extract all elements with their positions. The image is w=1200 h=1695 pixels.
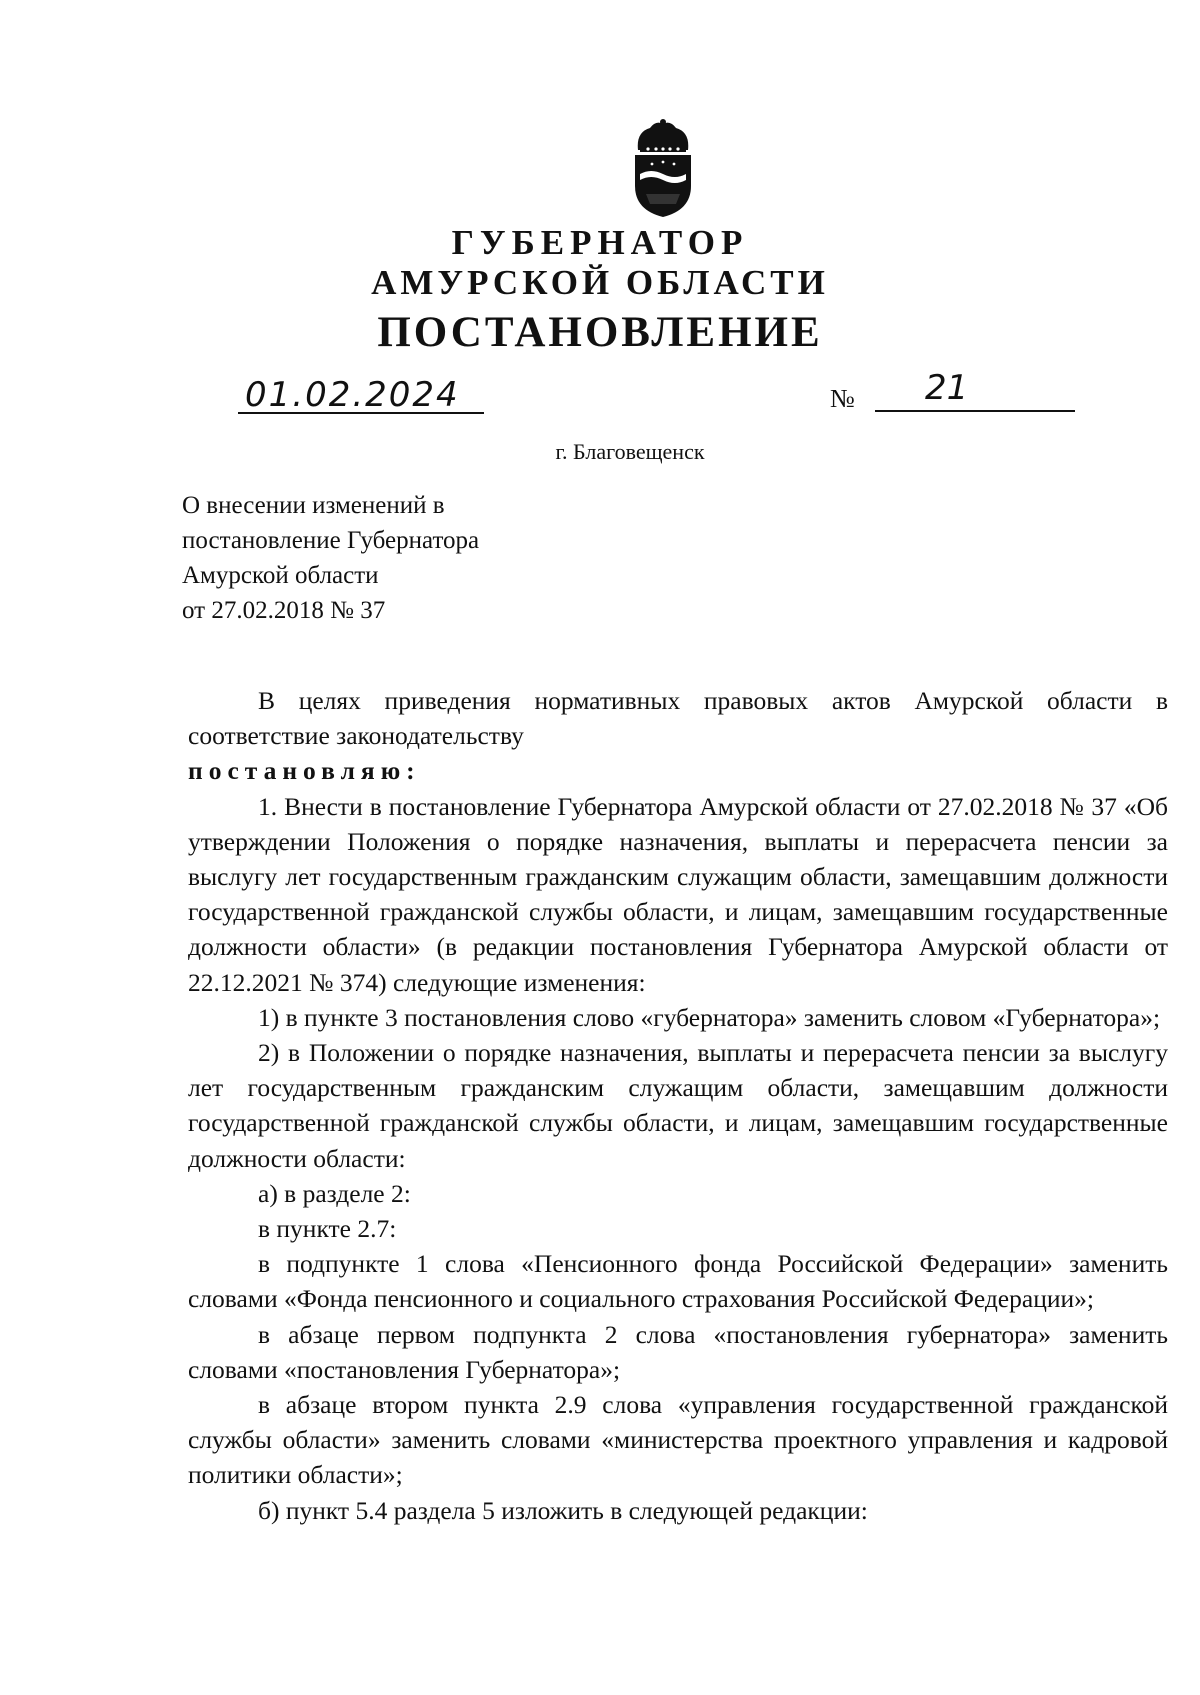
city-label: г. Благовещенск <box>555 439 705 464</box>
document-subject <box>182 488 479 628</box>
issuer-region: АМУРСКОЙ ОБЛАСТИ <box>371 263 829 302</box>
subject-line: постановление Губернатора <box>182 527 480 554</box>
body-paragraph: 1. Внести в постановление Губернатора Амурской области от 27.02.2018 № 37 «Об утверждении Положения о порядке назначения, выплаты и перерасчета пенсии за выслугу лет государственным гражданским служащим области, замещавшим должности государственной гражданской службы области, и лицам, замещавшим государственные должности области» (в редакции постановления Губернатора Амурской области от 22.12.2021 № 374) следующие изменения: <box>188 791 1168 997</box>
document-type: ПОСТАНОВЛЕНИЕ <box>377 309 823 356</box>
body-paragraph: в абзаце первом подпункта 2 слова «постановления губернатора» заменить словами «постановления Губернатора»; <box>188 1319 1168 1384</box>
body-paragraph: б) пункт 5.4 раздела 5 изложить в следующей редакции: <box>258 1495 868 1525</box>
subject-line: от 27.02.2018 № 37 <box>182 597 386 624</box>
body-paragraph: 1) в пункте 3 постановления слово «губернатора» заменить словом «Губернатора»; <box>258 1002 1161 1032</box>
body-paragraph: а) в разделе 2: <box>258 1178 411 1208</box>
document-body <box>188 683 1168 1528</box>
number-underline <box>875 410 1075 412</box>
resolve-word: постановляю: <box>188 756 421 786</box>
number-sign: № <box>830 384 855 413</box>
date-underline <box>238 412 484 414</box>
body-paragraph: в пункте 2.7: <box>258 1214 397 1244</box>
amur-region-coat-of-arms-icon <box>626 118 700 218</box>
preamble-paragraph: В целях приведения нормативных правовых актов Амурской области в соответствие законодательству <box>188 686 1168 751</box>
body-paragraph: в подпункте 1 слова «Пенсионного фонда Российской Федерации» заменить словами «Фонда пенсионного и социального страхования Российской Федерации»; <box>188 1249 1168 1314</box>
subject-line: Амурской области <box>182 562 379 589</box>
document-number: 21 <box>925 368 969 408</box>
issuer-title: ГУБЕРНАТОР <box>451 223 749 262</box>
subject-line: О внесении изменений в <box>182 492 445 519</box>
document-date: 01.02.2024 <box>245 375 460 415</box>
body-paragraph: 2) в Положении о порядке назначения, выплаты и перерасчета пенсии за выслугу лет государственным гражданским служащим области, замещавшим должности государственной гражданской службы области, и лицам, замещавшим государственные должности области: <box>188 1038 1168 1173</box>
body-paragraph: в абзаце втором пункта 2.9 слова «управления государственной гражданской службы области» заменить словами «министерства проектного управления и кадровой политики области»; <box>188 1390 1168 1490</box>
